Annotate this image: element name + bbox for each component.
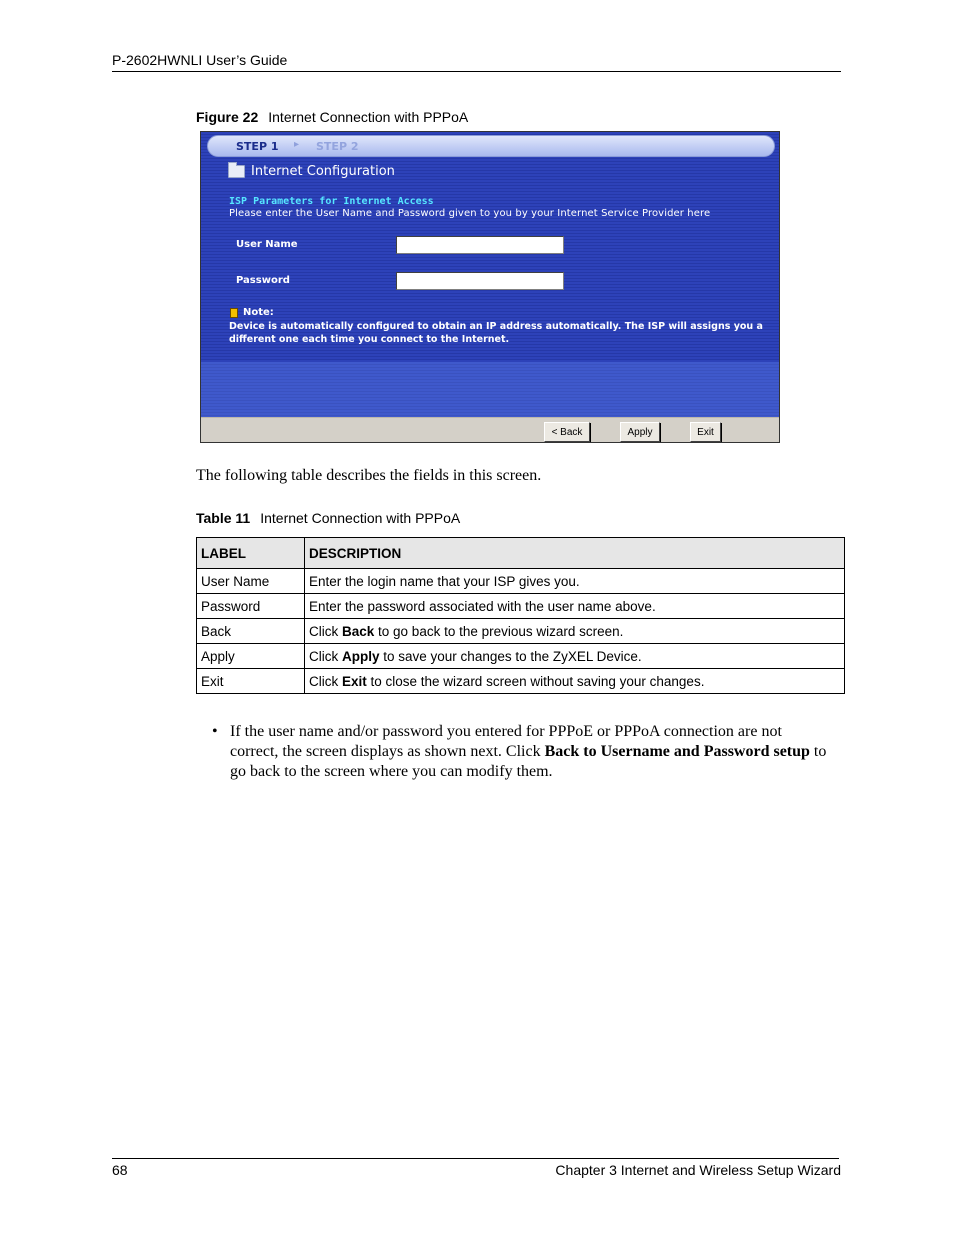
desc-text: to save your changes to the ZyXEL Device. bbox=[379, 648, 642, 664]
header-label: LABEL bbox=[197, 538, 305, 569]
bullet-text-end: to go back to the screen where you can modify them. bbox=[230, 743, 827, 780]
fields-table bbox=[196, 537, 845, 694]
password-label: Password bbox=[236, 275, 290, 286]
user-name-label: User Name bbox=[236, 239, 298, 250]
intro-paragraph: The following table describes the fields in this screen. bbox=[196, 467, 542, 484]
table-row bbox=[197, 669, 845, 694]
table-title: Internet Connection with PPPoA bbox=[260, 510, 461, 526]
row-description bbox=[305, 569, 845, 594]
table-header-row bbox=[197, 538, 845, 569]
row-label: Back bbox=[197, 619, 305, 644]
header-description: DESCRIPTION bbox=[305, 538, 845, 569]
table-caption bbox=[196, 510, 460, 526]
desc-text: Click bbox=[309, 673, 342, 689]
step-arrow-icon: ▸ bbox=[294, 139, 300, 150]
isp-parameters-description: Please enter the User Name and Password given to you by your Internet Service Provider here bbox=[229, 208, 711, 219]
figure-caption bbox=[196, 109, 468, 125]
apply-button[interactable]: Apply bbox=[620, 422, 660, 442]
bullet-bold-text: Back to Username and Password setup bbox=[544, 743, 810, 760]
password-input[interactable] bbox=[396, 272, 564, 290]
header-rule bbox=[112, 71, 841, 72]
desc-text: Enter the password associated with the user name above. bbox=[309, 598, 656, 614]
wizard-screenshot bbox=[200, 131, 780, 443]
note-icon bbox=[230, 308, 238, 318]
running-header: P-2602HWNLI User’s Guide bbox=[112, 52, 288, 68]
back-button[interactable]: < Back bbox=[544, 422, 590, 442]
desc-text: to go back to the previous wizard screen. bbox=[374, 623, 624, 639]
desc-bold: Apply bbox=[342, 648, 380, 664]
exit-button[interactable]: Exit bbox=[690, 422, 721, 442]
row-label: Exit bbox=[197, 669, 305, 694]
table-row bbox=[197, 569, 845, 594]
bullet-paragraph bbox=[212, 722, 830, 782]
wizard-step-bar bbox=[207, 135, 775, 157]
desc-text: Enter the login name that your ISP gives you. bbox=[309, 573, 580, 589]
table-row bbox=[197, 594, 845, 619]
step-1-tab[interactable]: STEP 1 bbox=[236, 140, 279, 153]
page-number: 68 bbox=[112, 1162, 128, 1178]
row-description bbox=[305, 619, 845, 644]
bullet-marker: • bbox=[212, 723, 218, 740]
step-2-tab: STEP 2 bbox=[316, 140, 359, 153]
wizard-panel-lower bbox=[201, 362, 779, 417]
row-description bbox=[305, 644, 845, 669]
row-label: User Name bbox=[197, 569, 305, 594]
user-name-input[interactable] bbox=[396, 236, 564, 254]
wizard-button-bar bbox=[201, 417, 779, 443]
table-row bbox=[197, 644, 845, 669]
isp-parameters-title: ISP Parameters for Internet Access bbox=[229, 196, 434, 207]
bullet-text: If the user name and/or password you entered for PPPoE or PPPoA connection are not correct, the screen displays as shown next. Click bbox=[230, 723, 782, 760]
desc-text: to close the wizard screen without saving your changes. bbox=[366, 673, 705, 689]
desc-bold: Back bbox=[342, 623, 375, 639]
note-title: Note: bbox=[243, 307, 274, 318]
section-title: Internet Configuration bbox=[251, 164, 395, 179]
row-label: Password bbox=[197, 594, 305, 619]
figure-label: Figure 22 bbox=[196, 109, 259, 125]
desc-bold: Exit bbox=[342, 673, 367, 689]
desc-text: Click bbox=[309, 623, 342, 639]
row-description bbox=[305, 669, 845, 694]
chapter-title: Chapter 3 Internet and Wireless Setup Wizard bbox=[555, 1162, 841, 1178]
row-label: Apply bbox=[197, 644, 305, 669]
table-label: Table 11 bbox=[196, 510, 251, 526]
folder-icon bbox=[228, 165, 245, 178]
note-text: Device is automatically configured to obtain an IP address automatically. The ISP will assigns you a different one each time you connect to the Internet. bbox=[229, 321, 763, 345]
desc-text: Click bbox=[309, 648, 342, 664]
table-row bbox=[197, 619, 845, 644]
footer-rule bbox=[112, 1158, 839, 1159]
row-description bbox=[305, 594, 845, 619]
figure-title: Internet Connection with PPPoA bbox=[268, 109, 469, 125]
